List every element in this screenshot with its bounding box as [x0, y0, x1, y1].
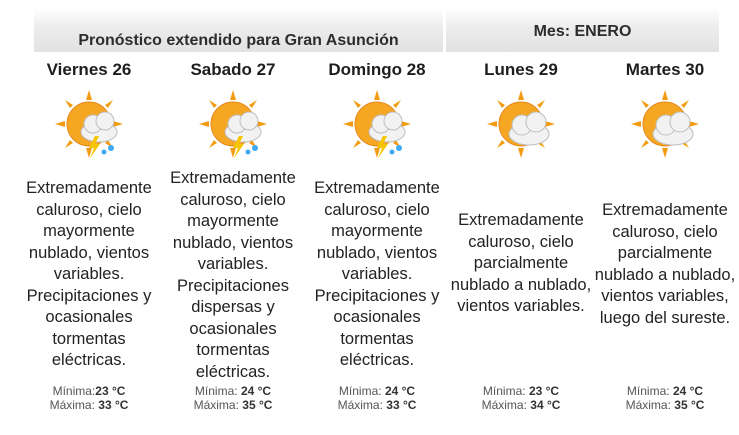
min-label: Mínima: [626, 384, 670, 398]
rain-drop [390, 150, 395, 155]
day-title: Domingo 28 [328, 60, 426, 79]
max-value: 35 °C [242, 398, 273, 412]
sun-cloud-storm-icon [53, 88, 125, 160]
day-title: Lunes 29 [484, 60, 558, 79]
min-value: 23 °C [528, 384, 560, 398]
max-value: 33 °C [386, 398, 417, 412]
rain-drop [246, 150, 251, 155]
day-temps [305, 384, 449, 412]
rain-drop [252, 145, 258, 151]
month-header [446, 8, 719, 52]
day-card-lunes [449, 52, 593, 427]
day-title: Sabado 27 [190, 60, 276, 79]
day-title: Martes 30 [625, 60, 705, 79]
day-title: Viernes 26 [46, 60, 132, 79]
day-card-domingo [305, 52, 449, 427]
day-description: Extremadamente caluroso, cielo parcialmente nublado a nublado, vientos variables, luego del sureste. [594, 201, 736, 327]
max-label: Máxima: [337, 398, 383, 412]
max-value: 35 °C [674, 398, 705, 412]
day-temps [161, 384, 305, 412]
max-value: 33 °C [98, 398, 129, 412]
day-card-viernes [17, 52, 161, 427]
max-label: Máxima: [193, 398, 239, 412]
min-value: 23 °C [95, 384, 126, 398]
forecast-header [34, 8, 443, 52]
day-card-martes [593, 52, 737, 427]
day-temps [593, 384, 737, 412]
max-label: Máxima: [625, 398, 671, 412]
month-label: Mes: ENERO [533, 23, 632, 40]
forecast-title: Pronóstico extendido para Gran Asunción [78, 32, 399, 49]
min-value: 24 °C [384, 384, 416, 398]
day-description: Extremadamente caluroso, cielo mayormente nublado, vientos variables. Precipitaciones dispersas y ocasionales tormentas eléctricas. [170, 169, 296, 381]
rain-drop [102, 150, 107, 155]
rain-drop [396, 145, 402, 151]
day-temps [17, 384, 161, 412]
sun-cloud-storm-icon [197, 88, 269, 160]
rain-drop [108, 145, 114, 151]
max-label: Máxima: [49, 398, 95, 412]
day-description: Extremadamente caluroso, cielo parcialmente nublado a nublado, vientos variables. [450, 211, 592, 315]
sun-cloud-storm-icon [341, 88, 413, 160]
min-value: 24 °C [240, 384, 272, 398]
day-card-sabado [161, 52, 305, 427]
min-label: Mínima: [52, 384, 96, 398]
min-label: Mínima: [482, 384, 526, 398]
sun-cloud-icon [485, 88, 557, 160]
max-label: Máxima: [481, 398, 527, 412]
day-description: Extremadamente caluroso, cielo mayormente nublado, vientos variables. Precipitaciones y ocasionales tormentas eléctricas. [26, 179, 152, 369]
day-description: Extremadamente caluroso, cielo mayormente nublado, vientos variables. Precipitaciones y ocasionales tormentas eléctricas. [314, 179, 440, 369]
min-label: Mínima: [338, 384, 382, 398]
min-value: 24 °C [672, 384, 704, 398]
min-label: Mínima: [194, 384, 238, 398]
max-value: 34 °C [530, 398, 561, 412]
day-temps [449, 384, 593, 412]
sun-cloud-icon [629, 88, 701, 160]
